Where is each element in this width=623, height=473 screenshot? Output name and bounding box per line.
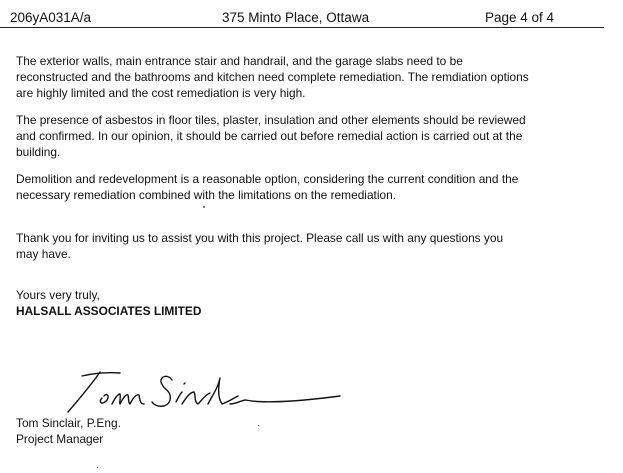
paragraph-thanks: Thank you for inviting us to assist you with this project. Please call us with any questions you may have. (16, 231, 504, 261)
page-header (0, 7, 600, 27)
project-address: 375 Minto Place, Ottawa (222, 10, 370, 25)
scan-speck (203, 206, 205, 208)
paragraph-asbestos: The presence of asbestos in floor tiles, plaster, insulation and other elements should be reviewed and confirmed. In our opinion, it should be carried out before remedial action is carried out at the building. (16, 113, 526, 159)
page-number: Page 4 of 4 (485, 10, 555, 25)
company-name: HALSALL ASSOCIATES LIMITED (16, 304, 202, 318)
header-rule (0, 27, 604, 28)
salutation: Yours very truly, (16, 288, 100, 302)
scan-speck (97, 467, 98, 468)
paragraph-demolition: Demolition and redevelopment is a reasonable option, considering the current condition and the necessary remediation combined with the limitations on the remediation. (16, 172, 519, 202)
signer-name: Tom Sinclair, P.Eng. (16, 416, 121, 430)
scan-speck (258, 425, 259, 426)
paragraph-remediation: The exterior walls, main entrance stair and handrail, and the garage slabs need to be reconstructed and the bathrooms and kitchen need complete remediation. The remdiation options are highly limited and the cost remediation is very high. (16, 54, 529, 100)
signer-block (16, 415, 121, 447)
handwritten-signature (60, 360, 350, 420)
document-reference: 206yA031A/a (10, 10, 92, 25)
signer-title: Project Manager (16, 432, 104, 446)
closing-block (16, 287, 201, 319)
